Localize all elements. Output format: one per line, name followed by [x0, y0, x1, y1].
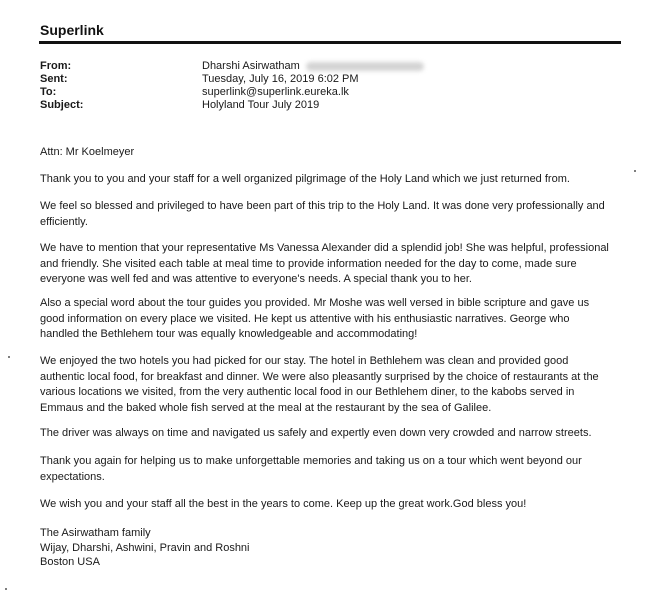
body-paragraph-5: We enjoyed the two hotels you had picked for our stay. The hotel in Bethlehem was clean and provided good authentic local food, for breakfast and dinner. We were also pleasantly surprised by the choice of restaurants at the various locations we visited, from the very authentic local food in our Bethlehem diner, to the kabobs served in Emmaus and the baked whole fish served at the meal at the restaurant by the sea of Galilee. [40, 355, 599, 414]
signature-line-3: Boston USA [40, 556, 100, 568]
body-paragraph-7: Thank you again for helping us to make unforgettable memories and taking us on a tour which went beyond our expectations. [40, 455, 582, 483]
scan-speck [8, 356, 10, 358]
signature-block [40, 526, 250, 570]
subject-value: Holyland Tour July 2019 [202, 99, 320, 111]
body-paragraph-2: We feel so blessed and privileged to have been part of this trip to the Holy Land. It was done very professionally and efficiently. [40, 200, 605, 228]
scan-speck [5, 588, 7, 590]
sent-value: Tuesday, July 16, 2019 6:02 PM [202, 73, 359, 85]
organization-name: Superlink [40, 22, 104, 38]
signature-line-2: Wijay, Dharshi, Ashwini, Pravin and Roshni [40, 541, 250, 554]
body-paragraph-1: Thank you to you and your staff for a well organized pilgrimage of the Holy Land which we just returned from. [40, 173, 570, 185]
redacted-email [306, 62, 424, 71]
sent-label: Sent: [40, 73, 68, 85]
from-value: Dharshi Asirwatham [202, 60, 300, 72]
to-value: superlink@superlink.eureka.lk [202, 86, 349, 98]
signature-line-1: The Asirwatham family [40, 527, 151, 539]
body-paragraph-6: The driver was always on time and navigated us safely and expertly even down very crowded and narrow streets. [40, 427, 592, 439]
header-divider [39, 41, 621, 44]
subject-label: Subject: [40, 99, 84, 111]
body-paragraph-3: We have to mention that your representative Ms Vanessa Alexander did a splendid job! She was helpful, professional and friendly. She visited each table at meal time to provide information needed for the day to come, made sure everyone was well fed and was attentive to everyone's needs. A special thank you to her. [40, 242, 609, 286]
salutation: Attn: Mr Koelmeyer [40, 146, 135, 158]
scan-speck [634, 170, 636, 172]
from-value-wrap [202, 60, 424, 73]
body-paragraph-4: Also a special word about the tour guides you provided. Mr Moshe was well versed in bible scripture and gave us good information on every place we visited. He kept us attentive with his enthusiastic narratives. George who handled the Bethlehem tour was equally knowledgeable and accommodating! [40, 297, 590, 341]
from-label: From: [40, 60, 72, 72]
body-paragraph-8: We wish you and your staff all the best in the years to come. Keep up the great work.God bless you! [40, 498, 527, 510]
to-label: To: [40, 86, 57, 98]
